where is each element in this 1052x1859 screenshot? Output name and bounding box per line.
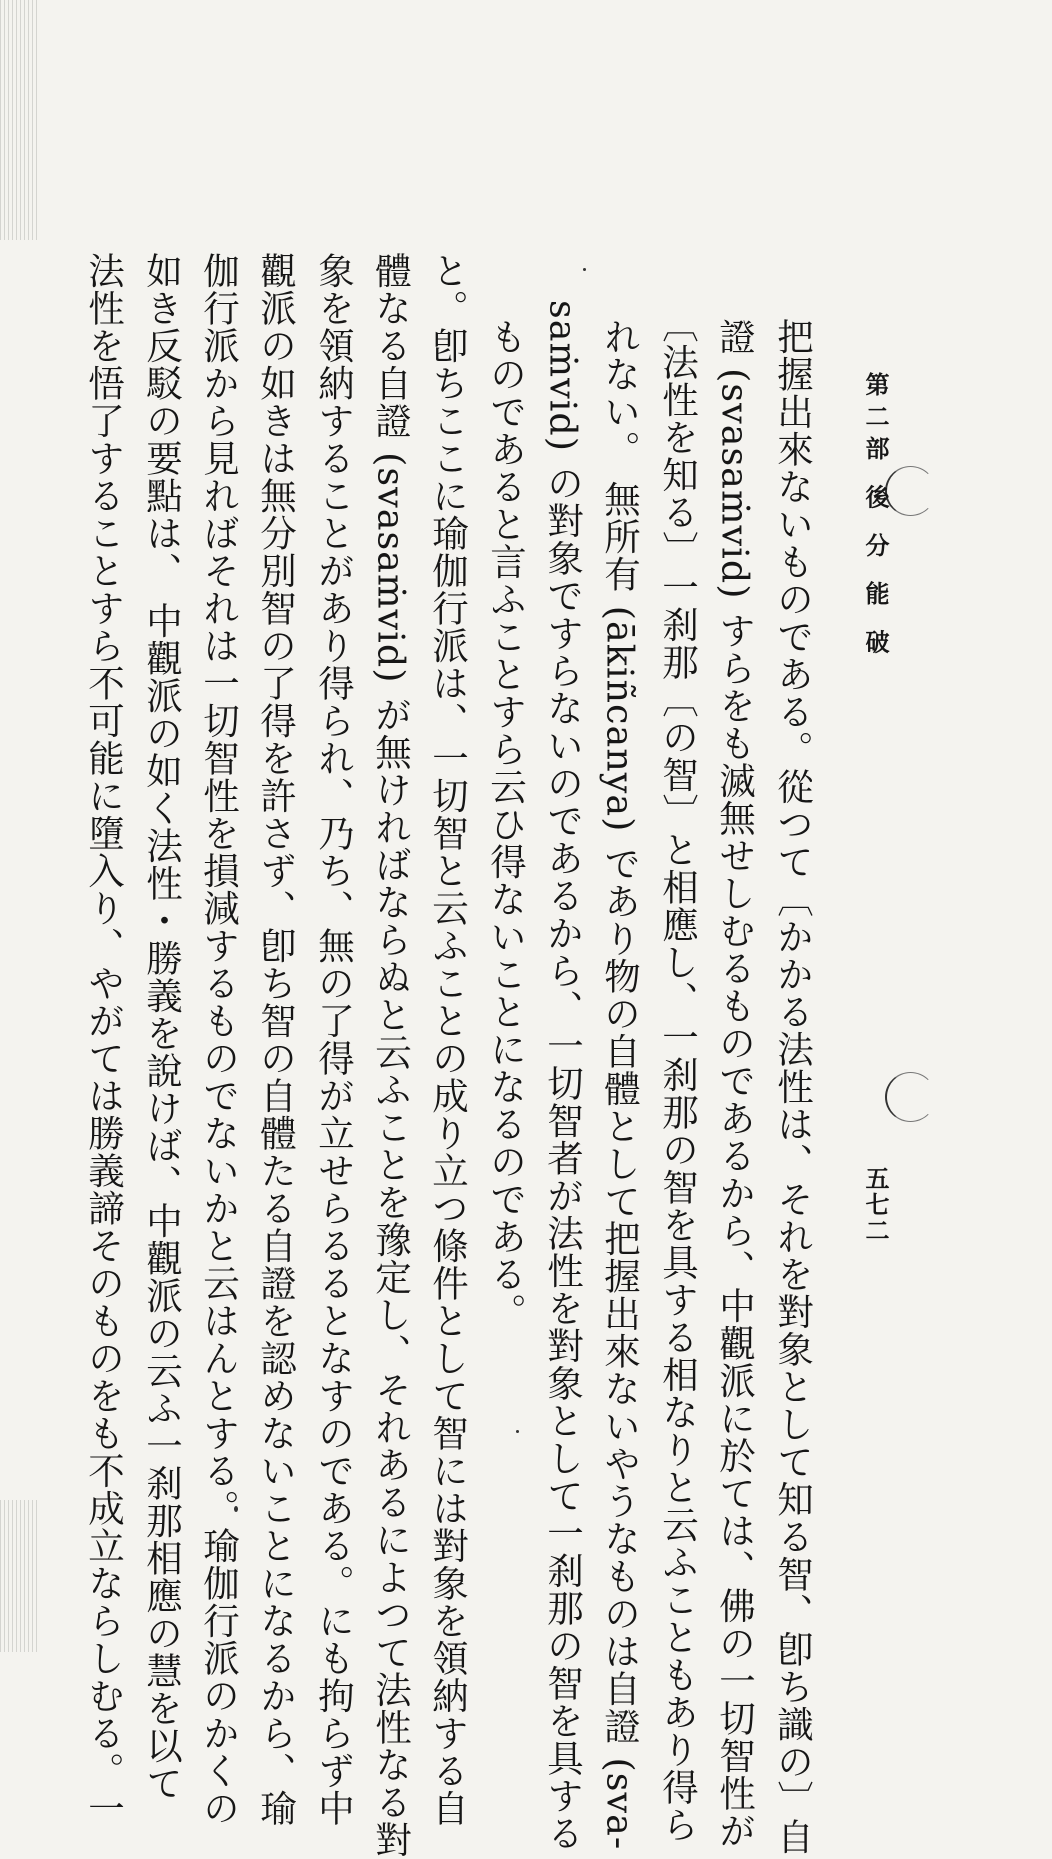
text-column-4: れない。 無所有 (ākiñcanya) であり物の自體として把握出來ないやうなものは自證 (sva- (598, 318, 642, 1851)
punch-hole-lower (885, 1072, 936, 1122)
text-column-12: 如き反駁の要點は、 中觀派の如く法性・勝義を說けば、中觀派の云ふ一刹那相應の慧を以て (140, 252, 184, 1803)
text-column-13: 法性を悟了することすら不可能に墮入り、やがては勝義諦そのものをも不成立ならしむる。一 (82, 252, 126, 1827)
text-column-3: 〔法性を知る〕一刹那〔の智〕と相應し、一刹那の智を具する相なりと云ふこともあり得ら (656, 306, 700, 1844)
running-head: 第二部 後 分 能 破 (861, 372, 890, 662)
text-column-1: 把握出來ないものである。從つて〔かかる法性は、それを對象として知る智、卽ち識の〕自 (771, 318, 815, 1856)
text-column-7: と。卽ちここに瑜伽行派は、一切智と云ふことの成り立つ條件として智には對象を領納する自 (426, 252, 470, 1827)
text-column-8: 體なる自證 (svasaṁvid) が無ければならぬと云ふことを豫定し、それあるによつて法性なる對 (369, 252, 413, 1859)
ink-speck (516, 1430, 519, 1433)
page-number: 五七二 (861, 1166, 890, 1244)
text-column-5: saṁvid) の對象ですらないのであるから、一切智者が法性を對象として一刹那の智を具する (541, 300, 585, 1853)
text-column-10: 觀派の如きは無分別智の了得を許さず、卽ち智の自體たる自證を認めないことになるから、瑜 (254, 252, 298, 1827)
text-column-6: ものであると言ふことすら云ひ得ないことになるのである。 (484, 318, 528, 1331)
text-column-11: 伽行派から見ればそれは一切智性を損減するものでないかと云はんとする。瑜伽行派のかくの (197, 252, 241, 1827)
text-column-9: 象を領納することがあり得られ、乃ち、無の了得が立せらるるとなすのである。にも拘らず中 (312, 252, 356, 1827)
scan-edge-top (0, 0, 40, 240)
text-column-2: 證 (svasaṁvid) すらをも滅無せしむるものであるから、中觀派に於ては、佛の一切智性が (713, 318, 757, 1850)
ink-speck (583, 268, 586, 271)
scan-edge-bottom (0, 1500, 40, 1652)
